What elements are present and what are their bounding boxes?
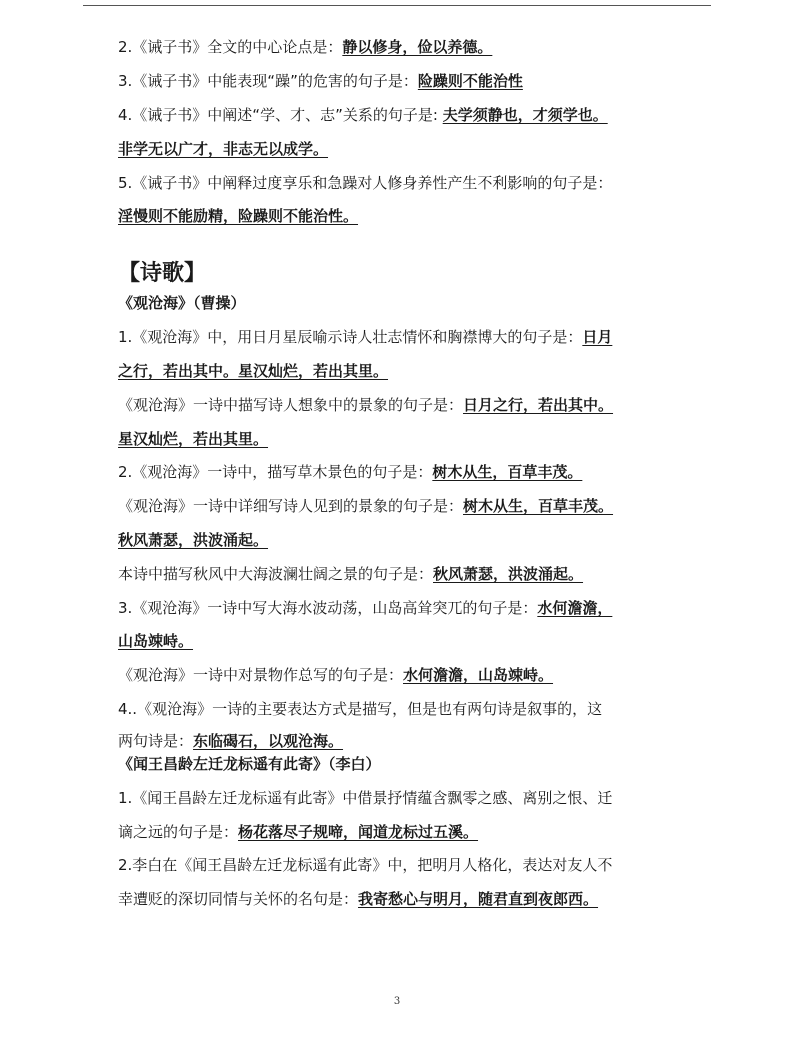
- text-line: 幸遭贬的深切同情与关怀的名句是：我寄愁心与明月，随君直到夜郎西。: [118, 890, 599, 908]
- text-line: 秋风萧瑟，洪波涌起。: [118, 531, 269, 549]
- text-line: 4..《观沧海》一诗的主要表达方式是描写，但是也有两句诗是叙事的，这: [118, 700, 603, 718]
- text-line: 2.李白在《闻王昌龄左迁龙标遥有此寄》中，把明月人格化，表达对友人不: [118, 856, 613, 874]
- text-line: 1.《观沧海》中，用日月星辰喻示诗人壮志情怀和胸襟博大的句子是：日月: [118, 328, 613, 346]
- text-line: 《观沧海》一诗中描写诗人想象中的景象的句子是：日月之行，若出其中。: [118, 396, 614, 414]
- text-line: 淫慢则不能励精，险躁则不能治性。: [118, 207, 359, 225]
- poem-title: 《闻王昌龄左迁龙标遥有此寄》（李白）: [118, 755, 381, 773]
- text-line: 山岛竦峙。: [118, 632, 194, 650]
- text-line: 3.《观沧海》一诗中写大海水波动荡，山岛高耸突兀的句子是：水何澹澹，: [118, 599, 613, 617]
- text-line: 本诗中描写秋风中大海波澜壮阔之景的句子是：秋风萧瑟，洪波涌起。: [118, 565, 584, 583]
- header-rule: [83, 5, 711, 6]
- text-line: 2.《观沧海》一诗中，描写草木景色的句子是：树木从生，百草丰茂。: [118, 463, 583, 481]
- text-line: 两句诗是：东临碣石，以观沧海。: [118, 732, 344, 750]
- text-line: 1.《闻王昌龄左迁龙标遥有此寄》中借景抒情蕴含飘零之感、离别之恨、迁: [118, 789, 613, 807]
- text-line: 3.《诫子书》中能表现“躁”的危害的句子是：险躁则不能治性: [118, 72, 523, 90]
- text-line: 星汉灿烂，若出其里。: [118, 430, 269, 448]
- poem-title: 《观沧海》（曹操）: [118, 294, 246, 312]
- text-line: 5.《诫子书》中阐释过度享乐和急躁对人修身养性产生不利影响的句子是：: [118, 174, 613, 192]
- text-line: 4.《诫子书》中阐述“学、才、志”关系的句子是: 夫学须静也，才须学也。: [118, 106, 608, 124]
- text-line: 《观沧海》一诗中对景物作总写的句子是：水何澹澹，山岛竦峙。: [118, 666, 554, 684]
- text-line: 之行，若出其中。星汉灿烂，若出其里。: [118, 362, 389, 380]
- text-line: 非学无以广才，非志无以成学。: [118, 140, 329, 158]
- text-line: 谪之远的句子是：杨花落尽子规啼，闻道龙标过五溪。: [118, 823, 479, 841]
- page-number: 3: [393, 996, 401, 1007]
- text-line: 2.《诫子书》全文的中心论点是：静以修身，俭以养德。: [118, 38, 493, 56]
- section-title: 【诗歌】: [118, 261, 207, 286]
- text-line: 《观沧海》一诗中详细写诗人见到的景象的句子是：树木从生，百草丰茂。: [118, 497, 614, 515]
